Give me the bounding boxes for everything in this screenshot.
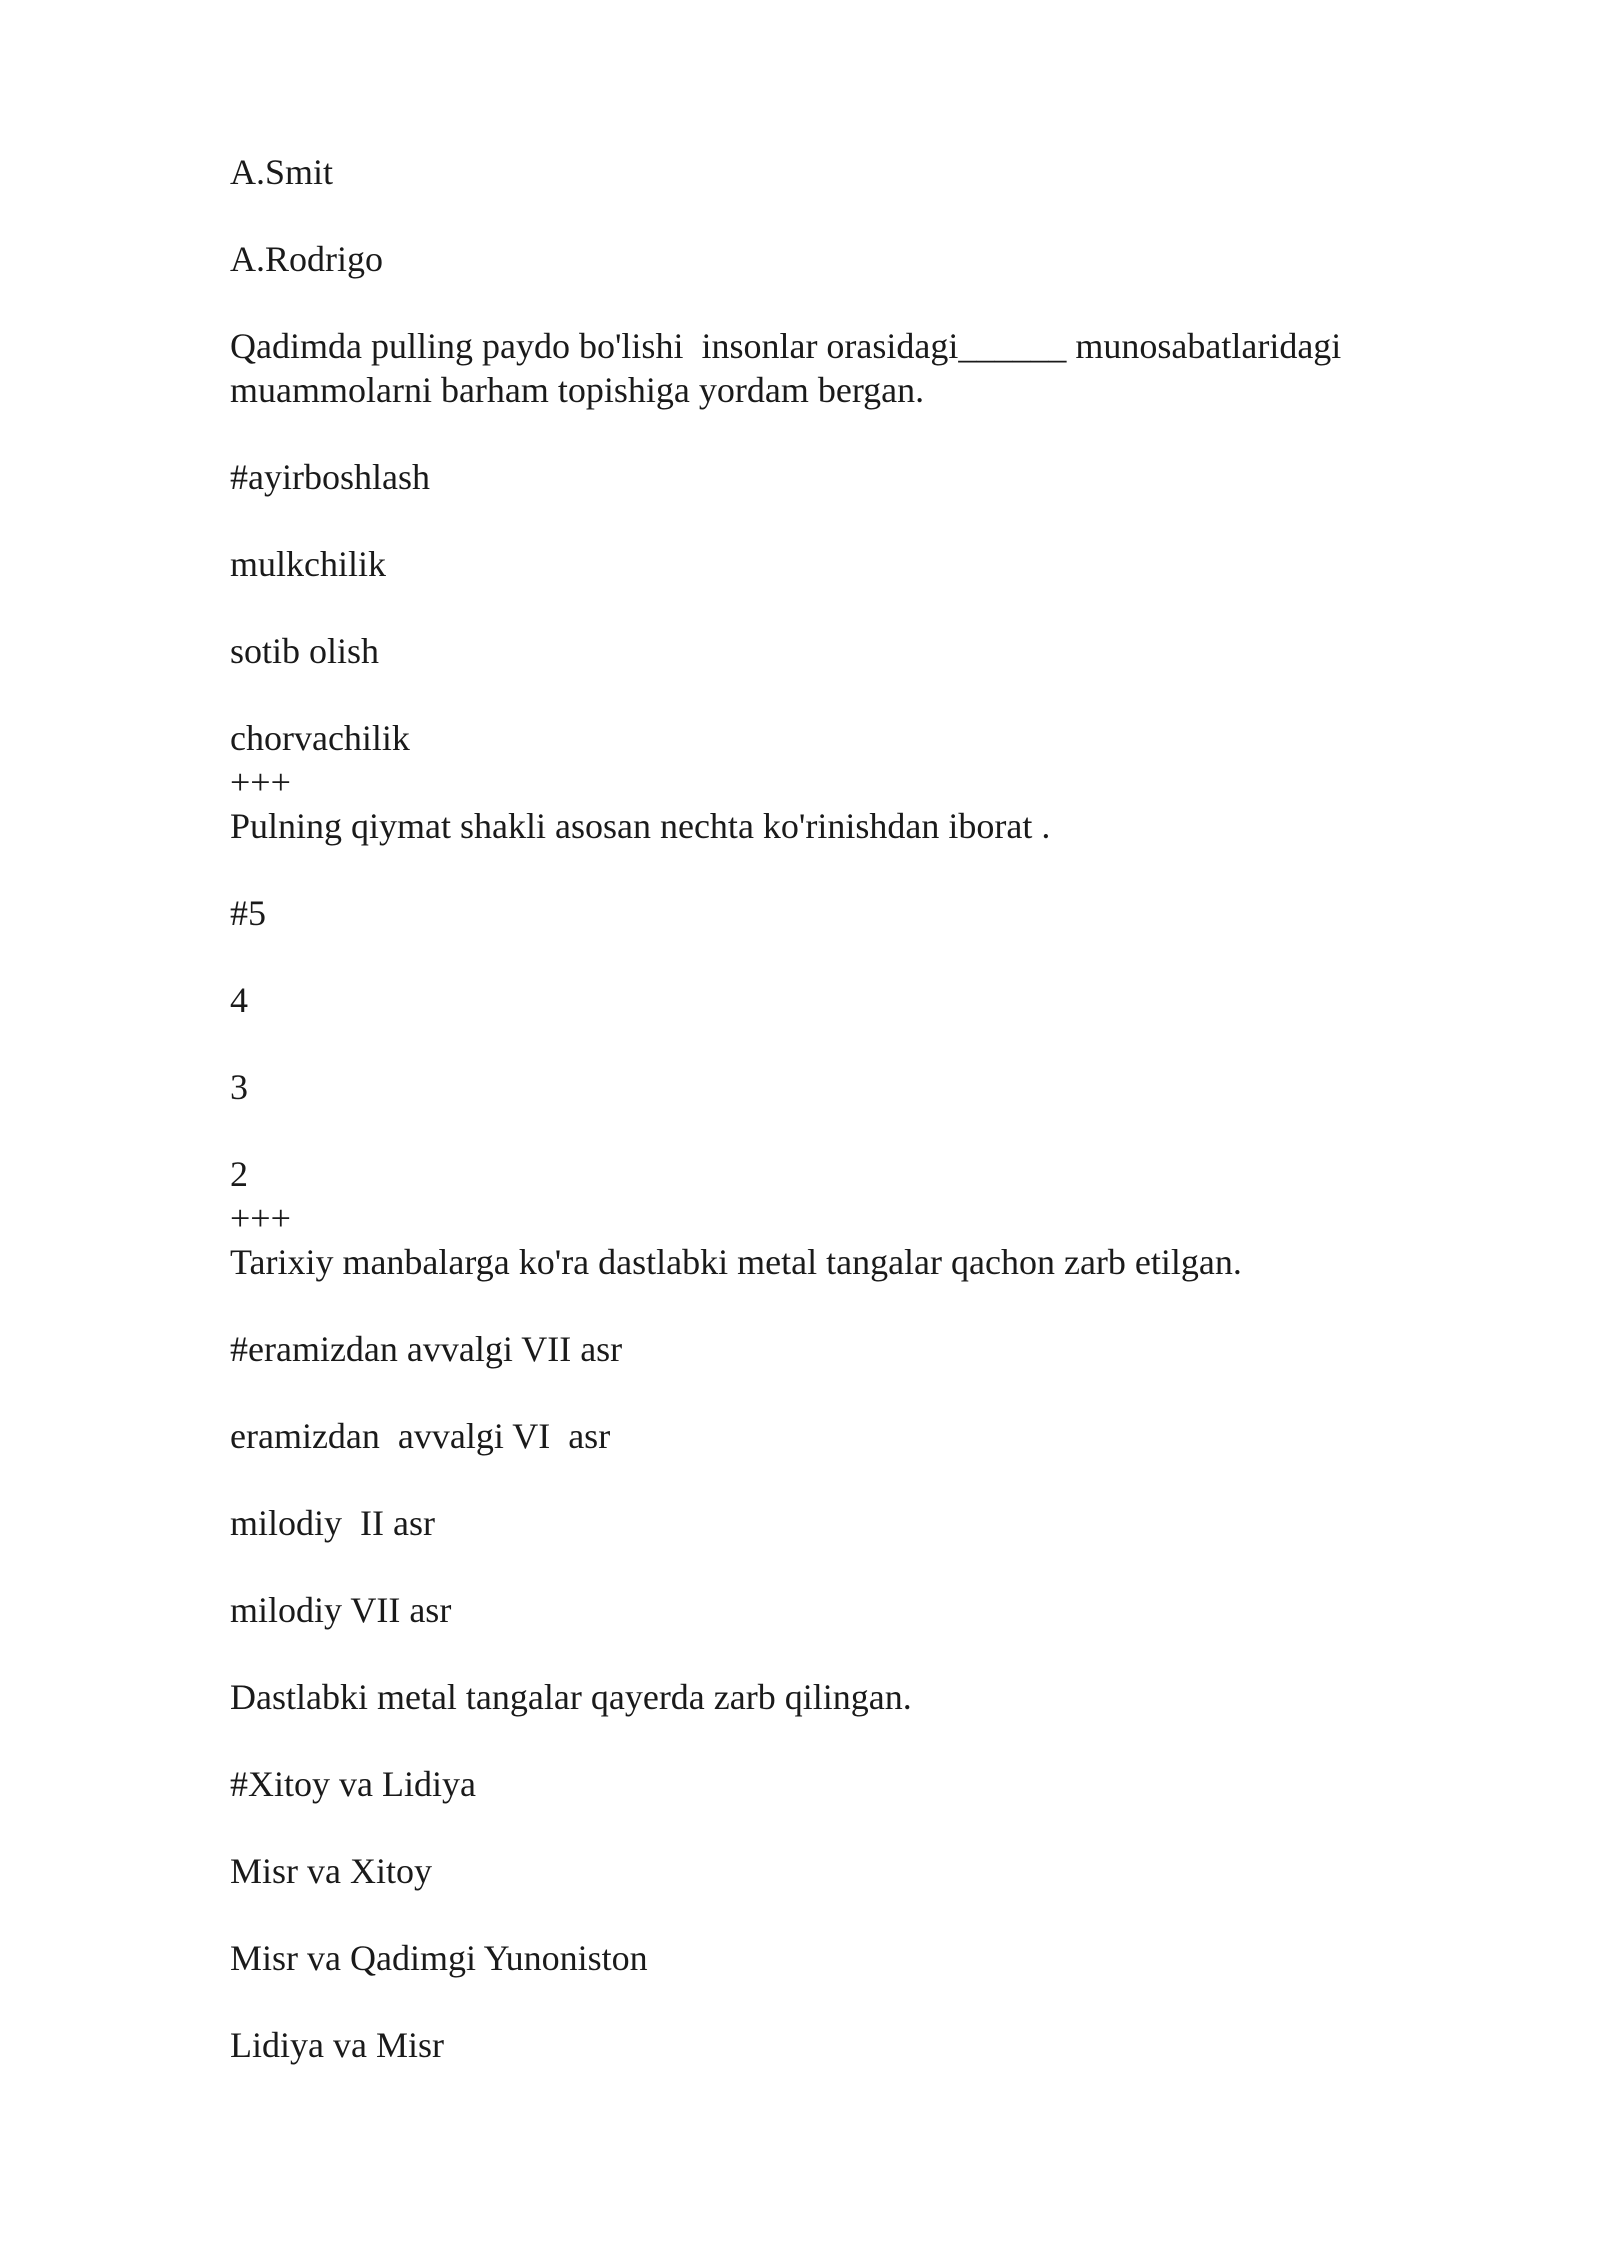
- text-line: Misr va Qadimgi Yunoniston: [230, 1938, 648, 1978]
- paragraph-gap: [230, 1371, 1410, 1414]
- paragraph-gap: [230, 1632, 1410, 1675]
- text-line: milodiy VII asr: [230, 1590, 452, 1630]
- text-line: A.Rodrigo: [230, 239, 383, 279]
- paragraph-gap: [230, 499, 1410, 542]
- paragraph-gap: [230, 1893, 1410, 1936]
- text-line: Misr va Xitoy: [230, 1851, 432, 1891]
- text-line: 3: [230, 1067, 248, 1107]
- text-line: 4: [230, 980, 248, 1020]
- text-line: #ayirboshlash: [230, 457, 430, 497]
- document-body: [230, 150, 1410, 2067]
- paragraph-gap: [230, 586, 1410, 629]
- paragraph-gap: [230, 281, 1410, 324]
- text-line: Pulning qiymat shakli asosan nechta ko'rinishdan iborat .: [230, 806, 1051, 846]
- paragraph-gap: [230, 194, 1410, 237]
- text-line: #5: [230, 893, 266, 933]
- text-line: eramizdan avvalgi VI asr: [230, 1416, 611, 1456]
- paragraph-gap: [230, 848, 1410, 891]
- text-line: chorvachilik: [230, 718, 410, 758]
- paragraph-gap: [230, 1545, 1410, 1588]
- paragraph-gap: [230, 1022, 1410, 1065]
- text-line: #eramizdan avvalgi VII asr: [230, 1329, 623, 1369]
- paragraph-gap: [230, 1719, 1410, 1762]
- text-line: #Xitoy va Lidiya: [230, 1764, 476, 1804]
- text-line: 2: [230, 1154, 248, 1194]
- paragraph-gap: [230, 1458, 1410, 1501]
- text-line: mulkchilik: [230, 544, 386, 584]
- paragraph-gap: [230, 1806, 1410, 1849]
- text-line: sotib olish: [230, 631, 380, 671]
- paragraph-gap: [230, 673, 1410, 716]
- text-line: Qadimda pulling paydo bo'lishi insonlar orasidagi______ munosabatlaridagi muammolarni barham topishiga yordam bergan.: [230, 326, 1351, 410]
- text-line: Dastlabki metal tangalar qayerda zarb qilingan.: [230, 1677, 912, 1717]
- text-line: +++: [230, 762, 291, 802]
- text-line: Lidiya va Misr: [230, 2025, 444, 2065]
- text-line: A.Smit: [230, 152, 334, 192]
- paragraph-gap: [230, 935, 1410, 978]
- text-line: milodiy II asr: [230, 1503, 435, 1543]
- text-line: Tarixiy manbalarga ko'ra dastlabki metal tangalar qachon zarb etilgan.: [230, 1242, 1242, 1282]
- paragraph-gap: [230, 412, 1410, 455]
- text-line: +++: [230, 1198, 291, 1238]
- paragraph-gap: [230, 1980, 1410, 2023]
- paragraph-gap: [230, 1109, 1410, 1152]
- paragraph-gap: [230, 1284, 1410, 1327]
